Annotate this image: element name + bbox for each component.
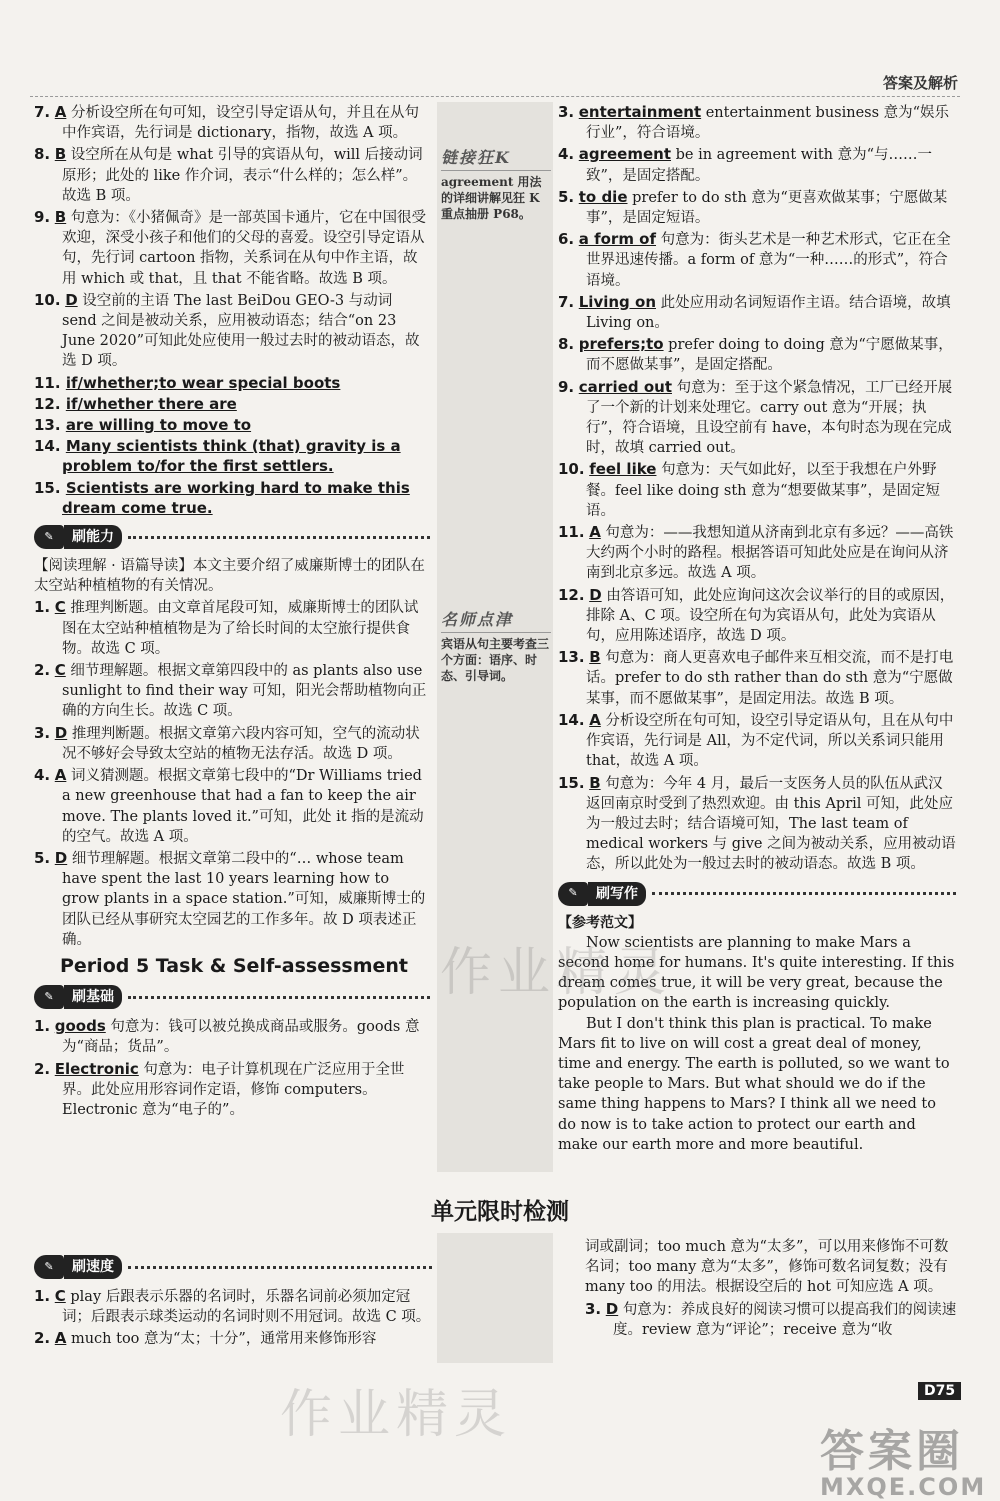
unit-left-column xyxy=(34,1248,432,1351)
item-explanation: 推理判断题。根据文章第六段内容可知，空气的流动状况不够好会导致太空站的植物无法存活。故选 D 项。 xyxy=(62,725,420,762)
answer-item xyxy=(34,597,430,659)
item-number: 7. xyxy=(558,292,575,311)
item-number: 8. xyxy=(558,335,575,354)
item-number: 2. xyxy=(34,1329,51,1348)
item-explanation: 分析设空所在句可知，设空引导定语从句，且在从句中作宾语，先行词是 All，为不定代词，所以关系词只能用 that，故选 A 项。 xyxy=(586,712,954,770)
header-rule xyxy=(30,96,960,97)
side-note-link xyxy=(441,150,551,222)
watermark-logo xyxy=(820,1415,986,1501)
pencil-icon: ✎ xyxy=(34,525,64,549)
item-number: 15. xyxy=(558,773,585,792)
answer-item xyxy=(558,710,956,772)
answer-item xyxy=(558,377,956,459)
item-explanation: 句意为：天气如此好，以至于我想在户外野餐。feel like doing sth 意为“想要做某事”，是固定短语。 xyxy=(586,462,940,519)
item-answer: to die xyxy=(578,187,628,206)
answer-item xyxy=(585,1299,957,1340)
answer-item xyxy=(34,373,430,393)
item-answer: A xyxy=(54,766,67,785)
answer-item xyxy=(34,144,430,206)
answer-item xyxy=(558,102,956,143)
item-answer: Living on xyxy=(578,292,656,311)
answer-item xyxy=(34,765,430,847)
answer-item xyxy=(34,1286,432,1327)
item-explanation: 句意为：电子计算机现在广泛应用于全世界。此处应用形容词作定语，修饰 computers。Electronic 意为“电子的”。 xyxy=(62,1061,405,1118)
answer-item xyxy=(558,187,956,228)
reading-intro: 【阅读理解 · 语篇导读】本文主要介绍了威廉斯博士的团队在太空站种植植物的有关情况。 xyxy=(34,558,425,595)
watermark-logo-main: 答案圈 xyxy=(820,1426,964,1477)
item-answer: D xyxy=(54,723,68,742)
side-note-teacher-title: 名师点津 xyxy=(441,610,514,629)
item-explanation: entertainment business 意为“娱乐行业”，符合语境。 xyxy=(586,105,950,142)
answer-item xyxy=(558,229,956,291)
item-explanation: 句意为：养成良好的阅读习惯可以提高我们的阅读速度。review 意为“评论”；receive 意为“收 xyxy=(613,1301,957,1338)
item-number: 14. xyxy=(34,437,61,456)
item-answer: entertainment xyxy=(578,103,702,121)
item-number: 8. xyxy=(34,145,51,164)
item-number: 13. xyxy=(558,648,585,667)
answer-item xyxy=(34,102,430,143)
answer-item xyxy=(34,436,430,476)
item-answer: C xyxy=(54,661,66,680)
item-answer: C xyxy=(54,1287,66,1305)
answer-item xyxy=(558,647,956,709)
item-number: 10. xyxy=(34,290,61,309)
item-answer: A xyxy=(54,103,67,121)
item-number: 9. xyxy=(558,377,575,396)
item-number: 5. xyxy=(558,187,575,206)
answer-item xyxy=(34,1059,430,1121)
item-number: 11. xyxy=(34,373,61,392)
item-number: 2. xyxy=(34,661,51,680)
essay-paragraph: But I don't think this plan is practical. To make Mars fit to live on will cost a great deal of money, time and energy. The earth is polluted, so we want to take people to Mars. But what should we do if the same thing happens to Mars? I think all we need to do now is to take action to protect our earth and make our earth more and more beautiful. xyxy=(558,1015,950,1153)
item-explanation: 细节理解题。根据文章第四段中的 as plants also use sunlight to find their way 可知，阳光会帮助植物向正确的方向生长。故选 C 项。 xyxy=(62,663,427,720)
item-answer: Electronic xyxy=(54,1059,139,1078)
item-explanation: 句意为：《小猪佩奇》是一部英国卡通片，它在中国很受欢迎，深受小孩子和他们的父母的喜爱。设空引导定语从句，先行词 cartoon 指物，关系词在从句中作主语，故用 which 或 that，且 that 不能省略。故选 B 项。 xyxy=(62,210,427,287)
item-explanation: 分析设空所在句可知，设空引导定语从句，并且在从句中作宾语，先行词是 dictionary，指物，故选 A 项。 xyxy=(62,105,419,142)
item-explanation: 句意为：——我想知道从济南到北京有多远？——高铁大约两个小时的路程。根据答语可知此处应是在询问从济南到北京多远。故选 A 项。 xyxy=(586,525,954,582)
item-answer: if/whether;to wear special boots xyxy=(65,373,341,392)
watermark: 作业精灵 xyxy=(280,1385,513,1445)
item-answer: Many scientists think (that) gravity is a problem to/for the first settlers. xyxy=(62,437,401,476)
pencil-icon: ✎ xyxy=(34,985,64,1009)
item-number: 1. xyxy=(34,598,51,617)
banner-speed xyxy=(34,1254,432,1280)
item-answer: A xyxy=(589,523,601,542)
answer-item xyxy=(34,1016,430,1057)
item-answer: A xyxy=(54,1329,67,1348)
item-number: 3. xyxy=(558,103,575,121)
item-number: 5. xyxy=(34,848,51,867)
item-number: 7. xyxy=(34,103,51,121)
answer-item xyxy=(34,290,430,372)
item-number: 15. xyxy=(34,478,61,497)
item-number: 11. xyxy=(558,523,585,542)
item-explanation: 词义猜测题。根据文章第七段中的“Dr Williams tried a new greenhouse that had a fan to keep the air move. The plants loved it.”可知，此处 it 指的是流动的空气。故选 A 项。 xyxy=(62,768,424,845)
item-answer: C xyxy=(54,598,66,617)
item-explanation: 句意为：至于这个紧急情况，工厂已经开展了一个新的计划来处理它。carry out 意为“开展；执行”，符合语境，且设空前有 have，本句时态为现在完成时，故填 carried out。 xyxy=(586,379,953,457)
item-answer: B xyxy=(589,648,601,667)
item-number: 3. xyxy=(34,723,51,742)
period-title: Period 5 Task & Self-assessment xyxy=(60,954,409,977)
item-answer: carried out xyxy=(578,377,672,396)
item-number: 4. xyxy=(558,145,575,164)
answer-item xyxy=(558,459,956,521)
item-explanation: 句意为：钱可以被兑换成商品或服务。goods 意为“商品；货品”。 xyxy=(62,1019,420,1056)
pencil-icon: ✎ xyxy=(34,1255,64,1279)
item-number: 4. xyxy=(34,766,51,785)
unit-test-title: 单元限时检测 xyxy=(431,1199,569,1225)
item-answer: D xyxy=(605,1299,619,1318)
side-note-link-body: agreement 用法的详细讲解见狂 K 重点抽册 P68。 xyxy=(441,170,551,222)
item-answer: B xyxy=(589,773,601,792)
answer-item xyxy=(34,660,430,722)
answer-item xyxy=(34,207,430,289)
unit-right-column xyxy=(585,1237,957,1341)
side-note-teacher xyxy=(441,612,551,684)
item-answer: B xyxy=(54,145,67,164)
item-number: 3. xyxy=(585,1299,602,1318)
item-explanation: 此处应用动名词短语作主语。结合语境，故填 Living on。 xyxy=(586,294,951,332)
item-answer: B xyxy=(54,208,67,227)
item-number: 12. xyxy=(558,585,585,604)
item-answer: are willing to move to xyxy=(65,416,252,435)
item-answer: D xyxy=(54,848,68,867)
item-explanation: prefer to do sth 意为“更喜欢做某事；宁愿做某事”，是固定短语。 xyxy=(586,189,948,227)
item-answer: Scientists are working hard to make this dream come true. xyxy=(62,478,410,517)
item-explanation: 细节理解题。根据文章第二段中的“… whose team have spent the last 10 years learning how to grow plants in a space station.”可知，威廉斯博士的团队已经从事研究太空园艺的工作多年。故 D 项表述正确。 xyxy=(62,850,426,948)
item-explanation: 设空所在从句是 what 引导的宾语从句，will 后接动词原形；此处的 like 作介词，表示“什么样的；怎么样”。故选 B 项。 xyxy=(62,147,423,204)
item-explanation: be in agreement with 意为“与……一致”，是固定搭配。 xyxy=(586,147,933,184)
banner-ability xyxy=(34,524,430,550)
continued-text: 词或副词；too much 意为“太多”，可以用来修饰不可数名词；too many 意为“太多”，修饰可数名词复数；没有 many too 的用法。根据设空后的 hot 可知应选 A 项。 xyxy=(585,1239,949,1296)
banner-ability-label: 刷能力 xyxy=(64,525,122,549)
item-number: 2. xyxy=(34,1059,51,1078)
item-answer: prefers;to xyxy=(578,335,664,354)
answer-item xyxy=(558,585,956,647)
item-explanation: 句意为：今年 4 月，最后一支医务人员的队伍从武汉返回南京时受到了热烈欢迎。由 this April 可知，此处应为一般过去时；结合语境可知，The last team of medical workers 与 give 之间为被动关系，应用被动语态，所以此处为一般过去时的被动语态。故选 B 项。 xyxy=(586,775,956,873)
item-answer: goods xyxy=(54,1017,106,1036)
banner-basic-label: 刷基础 xyxy=(64,985,122,1009)
item-explanation: 由答语可知，此处应询问这次会议举行的目的或原因，排除 A、C 项。设空所在句为宾语从句，此处为宾语从句，应用陈述语序，故选 D 项。 xyxy=(586,587,955,645)
item-explanation: play 后跟表示乐器的名词时，乐器名词前必须加定冠词；后跟表示球类运动的名词时则不用冠词。故选 C 项。 xyxy=(62,1289,431,1326)
item-answer: if/whether there are xyxy=(65,394,237,413)
item-explanation: 推理判断题。由文章首尾段可知，威廉斯博士的团队试图在太空站种植植物是为了给长时间的太空旅行提供食物。故选 C 项。 xyxy=(62,600,419,657)
page-number: D75 xyxy=(918,1382,961,1400)
banner-writing-label: 刷写作 xyxy=(588,882,646,906)
watermark: 作业精灵 xyxy=(440,943,673,1003)
item-answer: a form of xyxy=(578,230,657,249)
pencil-icon: ✎ xyxy=(558,882,588,906)
answer-item xyxy=(558,292,956,333)
essay-paragraph: Now scientists are planning to make Mars a second home for humans. It's quite interesting. If this dream comes true, it will be very great, because the population on the earth is increasing quickly. xyxy=(558,934,955,1012)
essay-title: 【参考范文】 xyxy=(558,914,642,931)
side-note-column-bottom xyxy=(437,1233,553,1363)
banner-basic xyxy=(34,984,430,1010)
item-number: 6. xyxy=(558,230,575,249)
left-column xyxy=(34,102,430,1121)
item-answer: feel like xyxy=(589,460,657,479)
answer-item xyxy=(558,334,956,375)
item-number: 1. xyxy=(34,1017,51,1036)
item-answer: D xyxy=(65,290,78,309)
page-header: 答案及解析 xyxy=(882,74,958,92)
item-number: 13. xyxy=(34,416,61,435)
item-explanation: much too 意为“太；十分”，通常用来修饰形容 xyxy=(70,1331,377,1348)
item-explanation: 句意为：街头艺术是一种艺术形式，它正在全世界迅速传播。a form of 意为“一种……的形式”，符合语境。 xyxy=(586,232,951,289)
item-number: 1. xyxy=(34,1287,51,1305)
answer-item xyxy=(34,723,430,764)
item-answer: A xyxy=(589,710,601,729)
answer-item xyxy=(34,415,430,435)
watermark-logo-url: MXQE.COM xyxy=(820,1473,987,1501)
answer-item xyxy=(558,522,956,584)
banner-speed-label: 刷速度 xyxy=(64,1255,122,1279)
item-explanation: prefer doing to doing 意为“宁愿做某事，而不愿做某事”，是固定搭配。 xyxy=(586,337,953,374)
answer-item xyxy=(34,848,430,950)
answer-item xyxy=(558,773,956,875)
answer-item xyxy=(558,144,956,185)
answer-item xyxy=(34,394,430,414)
side-note-teacher-body: 宾语从句主要考查三个方面：语序、时态、引导词。 xyxy=(441,632,551,684)
item-explanation: 句意为：商人更喜欢电子邮件来互相交流，而不是打电话。prefer to do sth rather than do sth 意为“宁愿做某事，而不愿做某事”，是固定用法。故选 B 项。 xyxy=(586,650,954,707)
answer-item xyxy=(34,1328,432,1349)
side-note-link-title: 链接狂K xyxy=(441,148,511,167)
item-number: 14. xyxy=(558,710,585,729)
item-number: 10. xyxy=(558,460,585,479)
item-explanation: 设空前的主语 The last BeiDou GEO-3 与动词 send 之间是被动关系，应用被动语态；结合“on 23 June 2020”可知此处应使用一般过去时的被动语态，故选 D 项。 xyxy=(62,292,420,370)
item-number: 12. xyxy=(34,394,61,413)
item-answer: D xyxy=(589,585,602,604)
answer-item xyxy=(34,478,430,518)
banner-writing xyxy=(558,881,956,907)
item-number: 9. xyxy=(34,208,51,227)
item-answer: agreement xyxy=(578,145,672,164)
